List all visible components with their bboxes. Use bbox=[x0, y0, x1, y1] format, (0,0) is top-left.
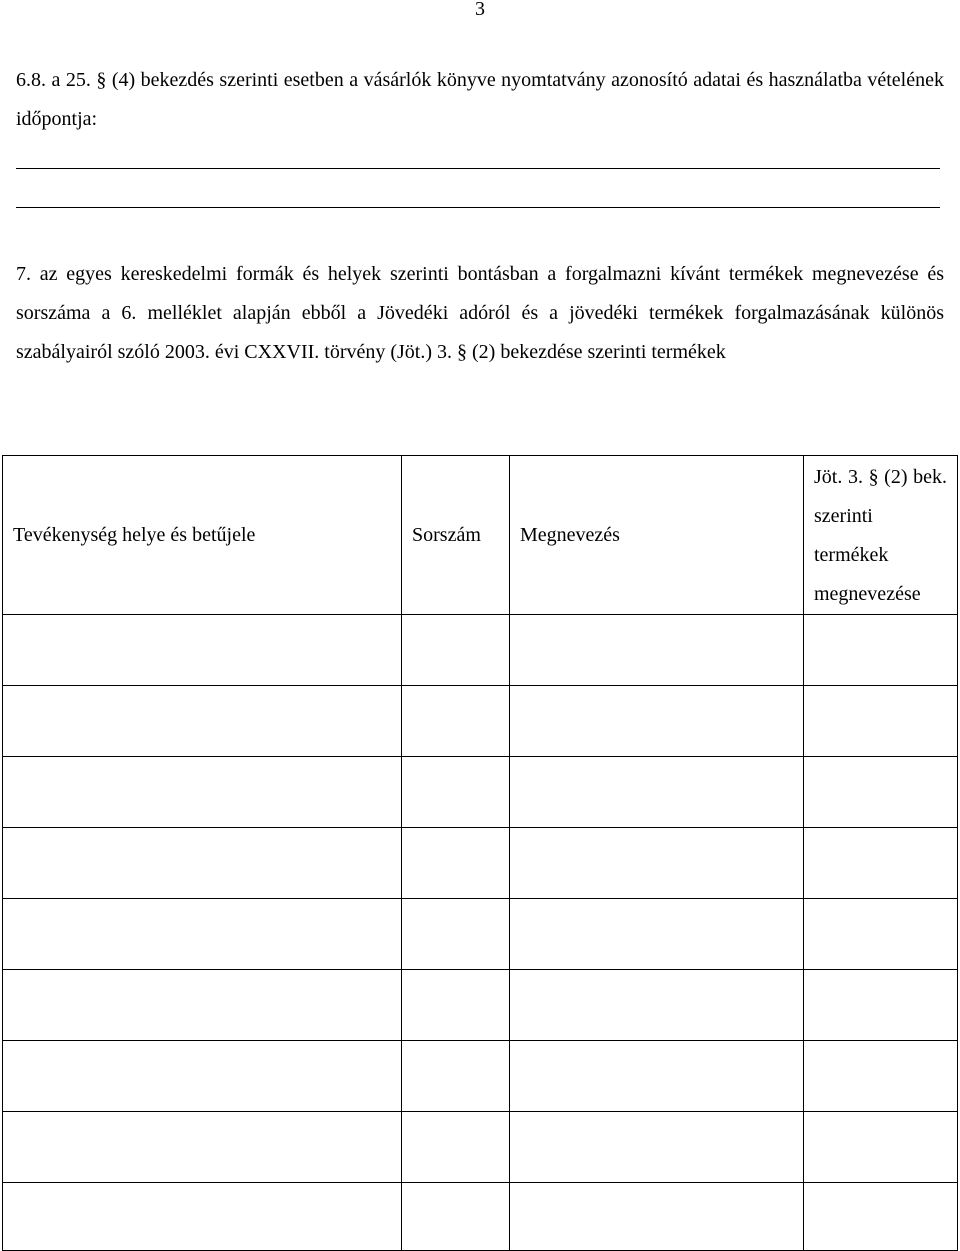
table-cell[interactable] bbox=[402, 1112, 510, 1183]
table-cell[interactable] bbox=[510, 828, 804, 899]
table-cell[interactable] bbox=[402, 1183, 510, 1251]
table-row bbox=[3, 828, 958, 899]
table-cell[interactable] bbox=[402, 970, 510, 1041]
table-cell[interactable] bbox=[3, 899, 402, 970]
table-cell[interactable] bbox=[402, 828, 510, 899]
table-row bbox=[3, 615, 958, 686]
table-cell[interactable] bbox=[804, 757, 958, 828]
table-cell[interactable] bbox=[510, 615, 804, 686]
table-row bbox=[3, 1041, 958, 1112]
table-cell[interactable] bbox=[804, 615, 958, 686]
table-row bbox=[3, 1183, 958, 1251]
table-cell[interactable] bbox=[804, 1183, 958, 1251]
table-cell[interactable] bbox=[510, 899, 804, 970]
table-cell[interactable] bbox=[510, 1112, 804, 1183]
table-cell[interactable] bbox=[510, 757, 804, 828]
table-cell[interactable] bbox=[3, 1041, 402, 1112]
table-cell[interactable] bbox=[3, 970, 402, 1041]
table-cell[interactable] bbox=[3, 615, 402, 686]
header-serial: Sorszám bbox=[402, 456, 510, 615]
table-header-row bbox=[3, 456, 958, 615]
table-cell[interactable] bbox=[510, 1041, 804, 1112]
table-cell[interactable] bbox=[804, 970, 958, 1041]
table-row bbox=[3, 757, 958, 828]
table-row bbox=[3, 686, 958, 757]
table-cell[interactable] bbox=[804, 1041, 958, 1112]
table-row bbox=[3, 970, 958, 1041]
header-jot-products: Jöt. 3. § (2) bek. szerinti termékek megnevezése bbox=[804, 456, 958, 615]
table-cell[interactable] bbox=[402, 757, 510, 828]
fill-in-line-1[interactable] bbox=[16, 168, 940, 169]
page-number: 3 bbox=[475, 0, 485, 20]
table-cell[interactable] bbox=[510, 1183, 804, 1251]
table-cell[interactable] bbox=[402, 686, 510, 757]
fill-in-line-2[interactable] bbox=[16, 207, 940, 208]
table-row bbox=[3, 1112, 958, 1183]
header-name: Megnevezés bbox=[510, 456, 804, 615]
section-7-text: 7. az egyes kereskedelmi formák és helyek szerinti bontásban a forgalmazni kívánt termékek megnevezése és sorszáma a 6. melléklet alapján ebből a Jövedéki adóról és a jövedéki termékek forgalmazásának különös szabályairól szóló 2003. évi CXXVII. törvény (Jöt.) 3. § (2) bekezdése szerinti termékek bbox=[16, 263, 944, 363]
products-table bbox=[2, 455, 958, 1251]
section-6-8-text: 6.8. a 25. § (4) bekezdés szerinti esetben a vásárlók könyve nyomtatvány azonosító adatai és használatba vételének időpontja: bbox=[16, 69, 944, 130]
table-cell[interactable] bbox=[3, 1183, 402, 1251]
table-cell[interactable] bbox=[804, 1112, 958, 1183]
table-cell[interactable] bbox=[3, 1112, 402, 1183]
table-cell[interactable] bbox=[510, 686, 804, 757]
table-cell[interactable] bbox=[804, 828, 958, 899]
table-cell[interactable] bbox=[402, 615, 510, 686]
table-cell[interactable] bbox=[804, 899, 958, 970]
table-cell[interactable] bbox=[3, 828, 402, 899]
table-cell[interactable] bbox=[3, 686, 402, 757]
table-body bbox=[3, 615, 958, 1251]
table-cell[interactable] bbox=[402, 899, 510, 970]
table-cell[interactable] bbox=[3, 757, 402, 828]
header-place: Tevékenység helye és betűjele bbox=[3, 456, 402, 615]
table-row bbox=[3, 899, 958, 970]
table-cell[interactable] bbox=[402, 1041, 510, 1112]
table-cell[interactable] bbox=[510, 970, 804, 1041]
table-cell[interactable] bbox=[804, 686, 958, 757]
